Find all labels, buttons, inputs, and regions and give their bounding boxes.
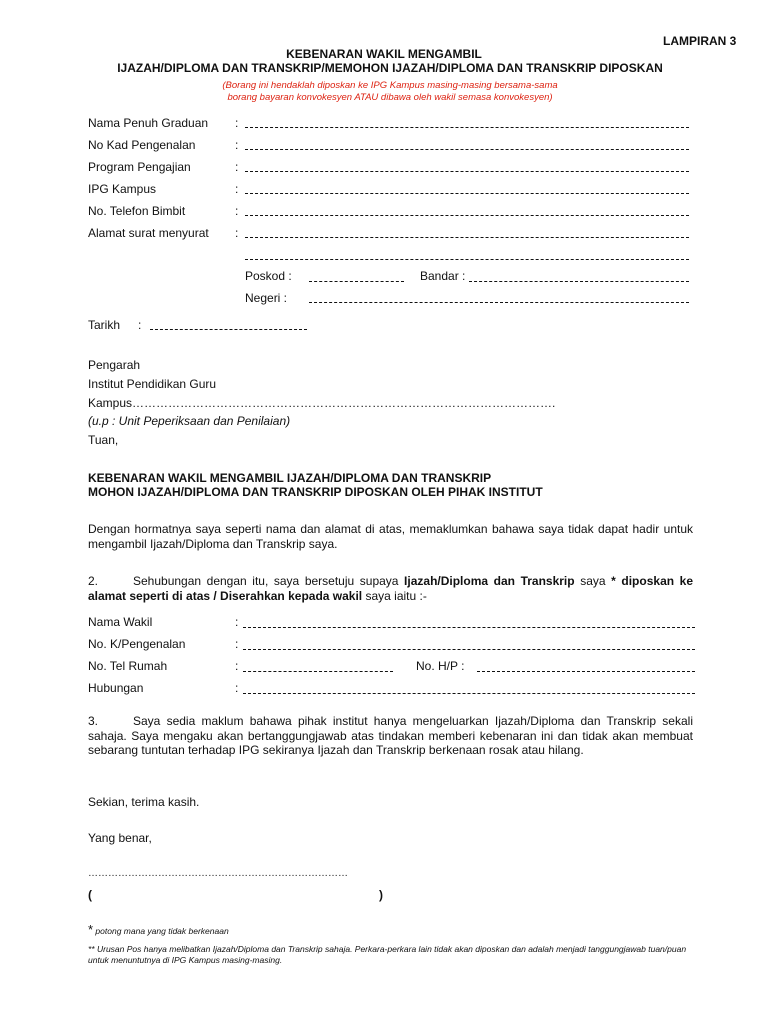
hubungan-field[interactable] xyxy=(243,693,695,694)
alamat-label: Alamat surat menyurat xyxy=(88,226,209,240)
address-line-2: Institut Pendidikan Guru xyxy=(88,377,217,391)
paragraph-2-text-b: Ijazah/Diploma dan Transkrip xyxy=(404,574,575,588)
tel-rumah-field[interactable] xyxy=(243,671,393,672)
alamat-field-1[interactable] xyxy=(245,237,689,238)
address-line-1: Pengarah xyxy=(88,358,141,372)
nama-wakil-label: Nama Wakil xyxy=(88,615,153,629)
colon: : xyxy=(235,138,239,152)
hp-field[interactable] xyxy=(477,671,695,672)
footnote-star-text: potong mana yang tidak berkenaan xyxy=(93,926,229,936)
no-kad-field[interactable] xyxy=(245,149,689,150)
colon: : xyxy=(235,160,239,174)
program-label: Program Pengajian xyxy=(88,160,191,174)
footnote-star-mark: * xyxy=(88,922,94,937)
hp-label: No. H/P : xyxy=(416,659,465,673)
colon: : xyxy=(235,226,239,240)
subject-line-2: MOHON IJAZAH/DIPLOMA DAN TRANSKRIP DIPOSKAN OLEH PIHAK INSTITUT xyxy=(88,485,543,499)
kp-wakil-field[interactable] xyxy=(243,649,695,650)
no-kad-label: No Kad Pengenalan xyxy=(88,138,196,152)
lampiran-label: LAMPIRAN 3 xyxy=(663,34,737,48)
tarikh-label: Tarikh xyxy=(88,318,121,332)
colon: : xyxy=(235,681,239,695)
paragraph-2-text-d: * diposkan ke alamat seperti di atas / Diserahkan kepada wakil xyxy=(88,574,694,603)
footnote-double: ** Urusan Pos hanya melibatkan Ijazah/Diploma dan Transkrip sahaja. Perkara-perkara lain tidak akan diposkan dan adalah menjadi tanggungjawab tuan/puan untuk menuntutnya di IPG Kampus masing-masing. xyxy=(88,944,687,965)
bandar-field[interactable] xyxy=(469,281,689,282)
colon: : xyxy=(235,615,239,629)
colon: : xyxy=(235,204,239,218)
nama-wakil-field[interactable] xyxy=(243,627,695,628)
footnote-star xyxy=(88,924,229,937)
address-line-4: (u.p : Unit Peperiksaan dan Penilaian) xyxy=(88,414,291,428)
bandar-label: Bandar : xyxy=(420,269,466,283)
paragraph-3-number: 3. xyxy=(88,714,99,728)
form-title-1: KEBENARAN WAKIL MENGAMBIL xyxy=(286,47,482,61)
paragraph-3: Saya sedia maklum bahawa pihak institut hanya mengeluarkan Ijazah/Diploma dan Transkrip sekali sahaja. Saya mengaku akan bertanggungjawab atas tindakan memberi kebenaran ini dan tidak akan membuat sebarang tuntutan terhadap IPG sekiranya Ijazah dan Transkrip berkenaan rosak atau hilang. xyxy=(88,714,693,757)
salutation: Tuan, xyxy=(88,433,119,447)
telefon-field[interactable] xyxy=(245,215,689,216)
paragraph-2-number: 2. xyxy=(88,574,99,588)
paragraph-2-text-a: Sehubungan dengan itu, saya bersetuju supaya xyxy=(133,574,405,588)
form-title-2: IJAZAH/DIPLOMA DAN TRANSKRIP/MEMOHON IJAZAH/DIPLOMA DAN TRANSKRIP DIPOSKAN xyxy=(117,61,663,75)
nama-penuh-field[interactable] xyxy=(245,127,689,128)
subject-line-1: KEBENARAN WAKIL MENGAMBIL IJAZAH/DIPLOMA DAN TRANSKRIP xyxy=(88,471,492,485)
negeri-label: Negeri : xyxy=(245,291,288,305)
paragraph-1: Dengan hormatnya saya seperti nama dan alamat di atas, memaklumkan bahawa saya tidak dapat hadir untuk mengambil Ijazah/Diploma dan Transkrip saya. xyxy=(88,522,693,551)
closing: Sekian, terima kasih. xyxy=(88,795,200,809)
colon: : xyxy=(235,637,239,651)
paragraph-2 xyxy=(88,574,693,603)
colon: : xyxy=(138,318,142,332)
negeri-field[interactable] xyxy=(309,302,689,303)
address-line-3: Kampus……………………………………………………………………………………………. xyxy=(88,396,556,410)
tel-rumah-label: No. Tel Rumah xyxy=(88,659,168,673)
yang-benar: Yang benar, xyxy=(88,831,152,845)
tarikh-field[interactable] xyxy=(150,329,307,330)
poskod-field[interactable] xyxy=(309,281,404,282)
colon: : xyxy=(235,182,239,196)
form-note-1: (Borang ini hendaklah diposkan ke IPG Kampus masing-masing bersama-sama xyxy=(222,80,558,91)
paragraph-2-text-c: saya xyxy=(574,574,612,588)
ipg-kampus-label: IPG Kampus xyxy=(88,182,157,196)
colon: : xyxy=(235,116,239,130)
nama-penuh-label: Nama Penuh Graduan xyxy=(88,116,209,130)
alamat-field-2[interactable] xyxy=(245,259,689,260)
paragraph-2-text-e: saya iaitu :- xyxy=(362,588,427,603)
hubungan-label: Hubungan xyxy=(88,681,144,695)
form-note-2: borang bayaran konvokesyen ATAU dibawa oleh wakil semasa konvokesyen) xyxy=(227,92,553,103)
program-field[interactable] xyxy=(245,171,689,172)
poskod-label: Poskod : xyxy=(245,269,292,283)
colon: : xyxy=(235,659,239,673)
telefon-label: No. Telefon Bimbit xyxy=(88,204,186,218)
kp-wakil-label: No. K/Pengenalan xyxy=(88,637,186,651)
paren-open: ( xyxy=(88,888,92,902)
signature-line[interactable]: …………………………………………………………………… xyxy=(88,868,348,879)
paren-close: ) xyxy=(379,888,383,902)
ipg-kampus-field[interactable] xyxy=(245,193,689,194)
